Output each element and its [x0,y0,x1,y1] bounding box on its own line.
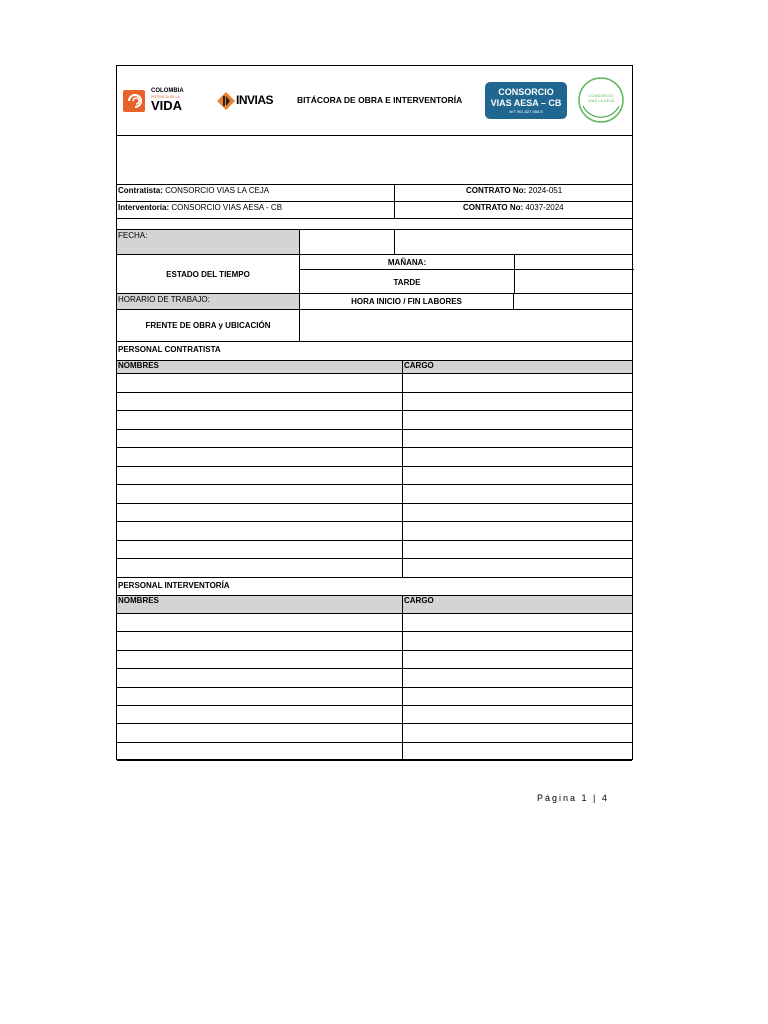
contratista-col-cargo-label: CARGO [404,361,434,370]
manana-input[interactable] [514,255,635,269]
interventoria-nombre-cell[interactable] [117,724,402,741]
colombia-potencia-logo [123,86,195,116]
ceja-logo-line1: CONSORCIO [588,93,614,98]
interventoria-nombre-cell[interactable] [117,688,402,705]
contratista-cargo-cell[interactable] [402,504,634,522]
contratista-nombre-cell[interactable] [117,522,402,540]
interventoria-table-row [117,724,632,742]
interventoria-col-nombres [117,596,402,613]
contratista-nombre-cell[interactable] [117,448,402,466]
contratista-cargo-cell[interactable] [402,393,634,411]
interventoria-cell [117,202,394,218]
contratista-cargo-cell[interactable] [402,374,634,392]
fecha-label: FECHA: [118,231,148,240]
hora-inicio-label: HORA INICIO / FIN LABORES [299,294,513,309]
contratista-table-row [117,541,632,560]
ceja-logo-line2: VIAS LA CEJA [587,98,615,103]
interventoria-row [117,202,632,219]
estado-tiempo-detail [299,255,634,293]
personal-contratista-title-row [117,342,632,361]
contratista-cargo-cell[interactable] [402,467,634,485]
contratista-nombre-cell[interactable] [117,393,402,411]
horario-label: HORARIO DE TRABAJO: [118,295,210,304]
hora-inicio-input[interactable] [513,294,634,309]
contratista-col-cargo [402,361,634,373]
contrato2-label: CONTRATO No: [463,203,524,212]
interventoria-nombre-cell[interactable] [117,669,402,686]
tarde-label: TARDE [393,277,421,287]
horario-row [117,294,632,310]
interventoria-table-header [117,596,632,614]
aesa-logo-line2: VIAS AESA – CB [490,98,562,108]
interventoria-nombre-cell[interactable] [117,743,402,760]
contrato1-value: 2024-051 [526,186,563,195]
document-title: BITÁCORA DE OBRA E INTERVENTORÍA [297,95,463,105]
spacer-row [117,219,632,230]
manana-label: MAÑANA: [387,257,427,267]
estado-tiempo-row [117,255,632,294]
contratista-row [117,185,632,202]
contratista-nombre-cell[interactable] [117,411,402,429]
contrato1-label: CONTRATO No: [466,186,527,195]
interventoria-cargo-cell[interactable] [402,614,634,631]
aesa-logo-line1: CONSORCIO [498,87,554,97]
interventoria-table-row [117,651,632,669]
contratista-table-row [117,430,632,449]
consorcio-vias-aesa-logo [485,82,567,119]
contratista-table-row [117,559,632,578]
interventoria-nombre-cell[interactable] [117,706,402,723]
contratista-cargo-cell[interactable] [402,559,634,577]
interventoria-cargo-cell[interactable] [402,743,634,760]
contratista-table-row [117,467,632,486]
interventoria-col-nombres-label: NOMBRES [118,596,159,605]
contratista-table-row [117,374,632,393]
interventoria-table-row [117,614,632,632]
colombia-logo-line2: POTENCIA DE LA [151,95,180,99]
interventoria-table-row [117,688,632,706]
frente-row [117,310,632,342]
page-number: Página 1 | 4 [537,793,609,803]
contratista-table-row [117,393,632,412]
contratista-cargo-cell[interactable] [402,522,634,540]
contratista-table-row [117,411,632,430]
contratista-cargo-cell[interactable] [402,448,634,466]
contratista-nombre-cell[interactable] [117,467,402,485]
interventoria-cargo-cell[interactable] [402,669,634,686]
contratista-table-row [117,522,632,541]
interventoria-table-row [117,632,632,650]
contratista-table-row [117,504,632,523]
interventoria-table-row [117,706,632,724]
estado-tiempo-label: ESTADO DEL TIEMPO [166,269,250,279]
personal-contratista-title: PERSONAL CONTRATISTA [118,345,221,354]
invias-logo-text: INVIAS [236,93,274,107]
personal-interventoria-title: PERSONAL INTERVENTORÍA [118,581,230,590]
contrato2-value: 4037-2024 [523,203,564,212]
invias-logo [217,91,277,111]
form-header [117,66,632,136]
contratista-cell [117,185,394,201]
tarde-input[interactable] [514,270,635,294]
fecha-label-cell [117,230,299,254]
interventoria-table-row [117,743,632,761]
contratista-cargo-cell[interactable] [402,541,634,559]
fecha-extra-cell[interactable] [394,230,634,254]
aesa-logo-line3: NIT 901.827.985-5 [509,109,543,114]
interventoria-cargo-cell[interactable] [402,651,634,668]
contratista-table-header [117,361,632,374]
contratista-nombre-cell[interactable] [117,559,402,577]
interventoria-label: Interventoría: [118,203,170,212]
interventoria-col-cargo [402,596,634,613]
contratista-cargo-cell[interactable] [402,485,634,503]
interventoria-nombre-cell[interactable] [117,614,402,631]
interventoria-col-cargo-label: CARGO [404,596,434,605]
contratista-nombre-cell[interactable] [117,541,402,559]
blank-section [117,136,632,185]
contratista-nombre-cell[interactable] [117,485,402,503]
contratista-nombre-cell[interactable] [117,504,402,522]
contratista-nombre-cell[interactable] [117,430,402,448]
frente-label: FRENTE DE OBRA y UBICACIÓN [145,321,271,330]
contratista-label: Contratista: [118,186,163,195]
interventoria-nombre-cell[interactable] [117,632,402,649]
frente-input[interactable] [299,310,634,341]
interventoria-cargo-cell[interactable] [402,724,634,741]
contratista-col-nombres-label: NOMBRES [118,361,159,370]
personal-interventoria-title-row [117,578,632,596]
contratista-col-nombres [117,361,402,373]
fecha-row [117,230,632,255]
interventoria-cargo-cell[interactable] [402,706,634,723]
contratista-cargo-cell[interactable] [402,430,634,448]
contratista-cargo-cell[interactable] [402,411,634,429]
interventoria-table-row [117,669,632,687]
colombia-logo-line1: COLOMBIA [151,88,184,94]
contratista-value: CONSORCIO VIAS LA CEJA [162,186,270,195]
interventoria-nombre-cell[interactable] [117,651,402,668]
contratista-table-row [117,448,632,467]
fecha-input-cell[interactable] [299,230,394,254]
interventoria-cargo-cell[interactable] [402,688,634,705]
contratista-table-row [117,485,632,504]
contratista-nombre-cell[interactable] [117,374,402,392]
consorcio-vias-la-ceja-logo [575,76,627,124]
contrato1-cell [394,185,634,201]
horario-label-cell [117,294,299,309]
contrato2-cell [394,202,634,218]
interventoria-value: CONSORCIO VIAS AESA - CB [169,203,283,212]
interventoria-cargo-cell[interactable] [402,632,634,649]
bitacora-form [116,65,633,760]
colombia-logo-line3: VIDA [151,98,183,113]
